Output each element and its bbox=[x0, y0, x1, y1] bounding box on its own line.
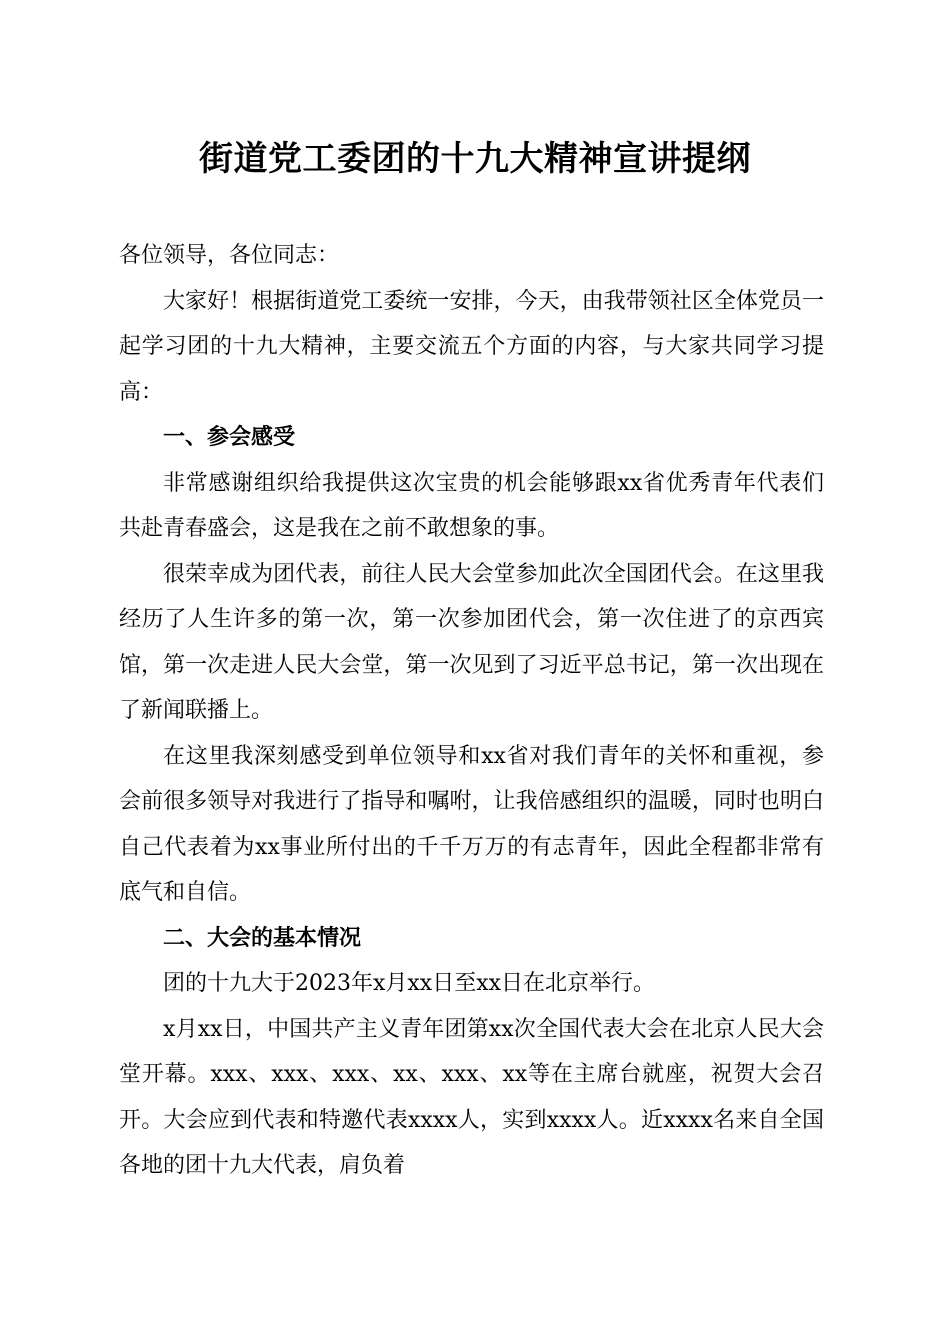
paragraph: 在这里我深刻感受到单位领导和xx省对我们青年的关怀和重视，参会前很多领导对我进行了指导和嘱咐，让我倍感组织的温暖，同时也明白自己代表着为xx事业所付出的千千万万的有志青年，因此全程都非常有底气和自信。 bbox=[119, 743, 824, 905]
paragraph: 非常感谢组织给我提供这次宝贵的机会能够跟xx省优秀青年代表们共赴青春盛会，这是我在之前不敢想象的事。 bbox=[119, 470, 824, 541]
document-body bbox=[119, 233, 824, 1189]
section-heading-1: 一、参会感受 bbox=[163, 425, 296, 450]
document-title: 街道党工委团的十九大精神宣讲提纲 bbox=[199, 139, 751, 179]
paragraph: 很荣幸成为团代表，前往人民大会堂参加此次全国团代会。在这里我经历了人生许多的第一次，第一次参加团代会，第一次住进了的京西宾馆，第一次走进人民大会堂，第一次见到了习近平总书记，第一次出现在了新闻联播上。 bbox=[119, 561, 824, 723]
paragraph: x月xx日，中国共产主义青年团第xx次全国代表大会在北京人民大会堂开幕。xxx、xxx、xxx、xx、xxx、xx等在主席台就座，祝贺大会召开。大会应到代表和特邀代表xxxx人，实到xxxx人。近xxxx名来自全国各地的团十九大代表，肩负着 bbox=[119, 1016, 824, 1178]
paragraph: 团的十九大于2023年x月xx日至xx日在北京举行。 bbox=[163, 971, 656, 996]
section-heading-2: 二、大会的基本情况 bbox=[163, 925, 362, 951]
intro-paragraph: 大家好！根据街道党工委统一安排，今天，由我带领社区全体党员一起学习团的十九大精神，主要交流五个方面的内容，与大家共同学习提高： bbox=[119, 288, 824, 405]
greeting: 各位领导，各位同志： bbox=[119, 243, 340, 268]
